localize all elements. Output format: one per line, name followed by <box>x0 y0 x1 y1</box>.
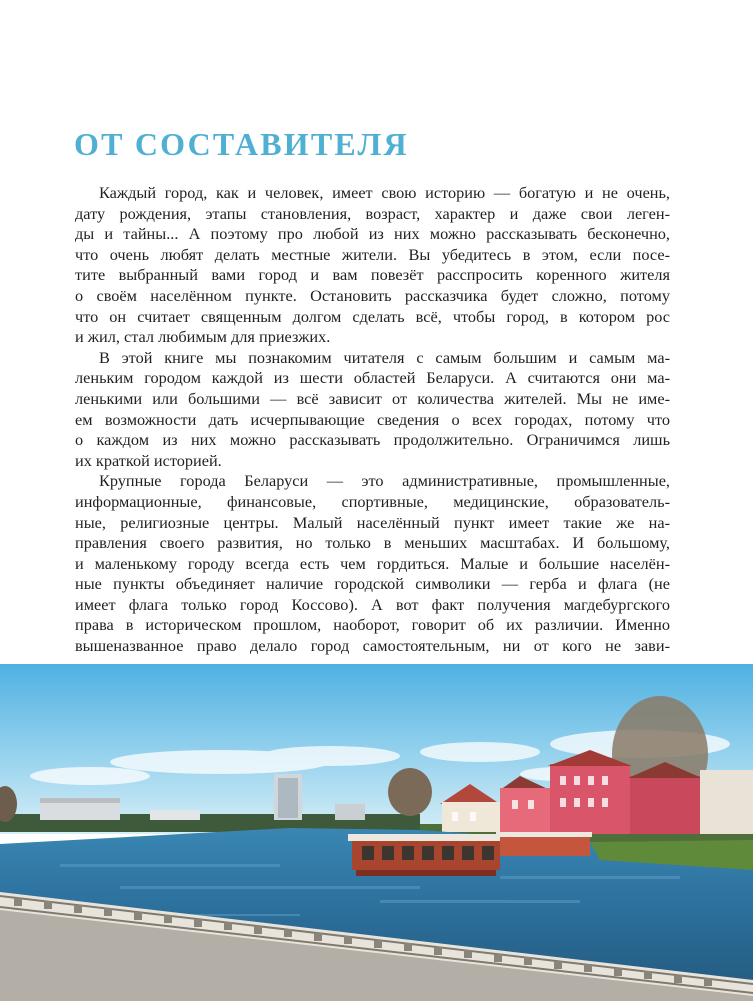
body-text <box>75 183 670 677</box>
text-line: информационные, финансовые, спортивные, медицинские, образователь- <box>75 491 670 511</box>
text-line: вышеназванное право делало город самостоятельным, ни от кого не зави- <box>75 636 670 656</box>
text-line: имеет флага только город Коссово). А вот факт получения магдебургского <box>75 594 670 614</box>
city-river-photo <box>0 664 753 1001</box>
text-line: ем возможности дать исчерпывающие сведения о всех городах, потому что <box>75 409 670 429</box>
text-line: ные пункты объединяет наличие городской символики — герба и флага (не <box>75 574 670 594</box>
text-line: о своём населённом пункте. Остановить рассказчика будет сложно, потому <box>75 285 670 305</box>
text-line: Крупные города Беларуси — это административные, промышленные, <box>99 471 670 491</box>
text-line: что он считает священным долгом сделать всё, чтобы город, в котором рос <box>75 306 670 326</box>
text-line: и жил, стал любимым для приезжих. <box>75 327 331 347</box>
text-line: что очень любят делать местные жители. Вы убедитесь в этом, если посе- <box>75 244 670 264</box>
text-line: В этой книге мы познакомим читателя с самым большим и самым ма- <box>99 347 670 367</box>
text-line: и маленькому городу всегда есть чем гордиться. Малые и большие населён- <box>75 553 670 573</box>
text-line: леньким городом каждой из шести областей Беларуси. А считаются они ма- <box>75 368 670 388</box>
text-line: ленькими или большими — всё зависит от количества жителей. Мы не име- <box>75 388 670 408</box>
stadium <box>40 802 120 820</box>
text-line: ные, религиозные центры. Малый населённый пункт имеет такие же на- <box>75 512 670 532</box>
text-line: их краткой историей. <box>75 450 222 470</box>
text-line: дату рождения, этапы становления, возраст, характер и даже свои леген- <box>75 203 670 223</box>
stadium-roof <box>40 798 120 803</box>
text-line: тите выбранный вами город и вам повезёт расспросить коренного жителя <box>75 265 670 285</box>
page-title: ОТ СОСТАВИТЕЛЯ <box>74 126 409 162</box>
text-line: Каждый город, как и человек, имеет свою историю — богатую и не очень, <box>99 183 670 202</box>
text-line: ды и тайны... А поэтому про любой из них можно рассказывать бесконечно, <box>75 224 670 244</box>
text-line: правления своего развития, но только в меньших масштабах. И большому, <box>75 533 670 553</box>
house-far-right <box>700 770 753 834</box>
house-pink <box>500 788 550 832</box>
text-line: о каждом из них можно рассказывать продолжительно. Ограничимся лишь <box>75 430 670 450</box>
house-right <box>630 776 700 834</box>
text-line: права в историческом прошлом, наоборот, говорит об их различии. Именно <box>75 615 670 635</box>
